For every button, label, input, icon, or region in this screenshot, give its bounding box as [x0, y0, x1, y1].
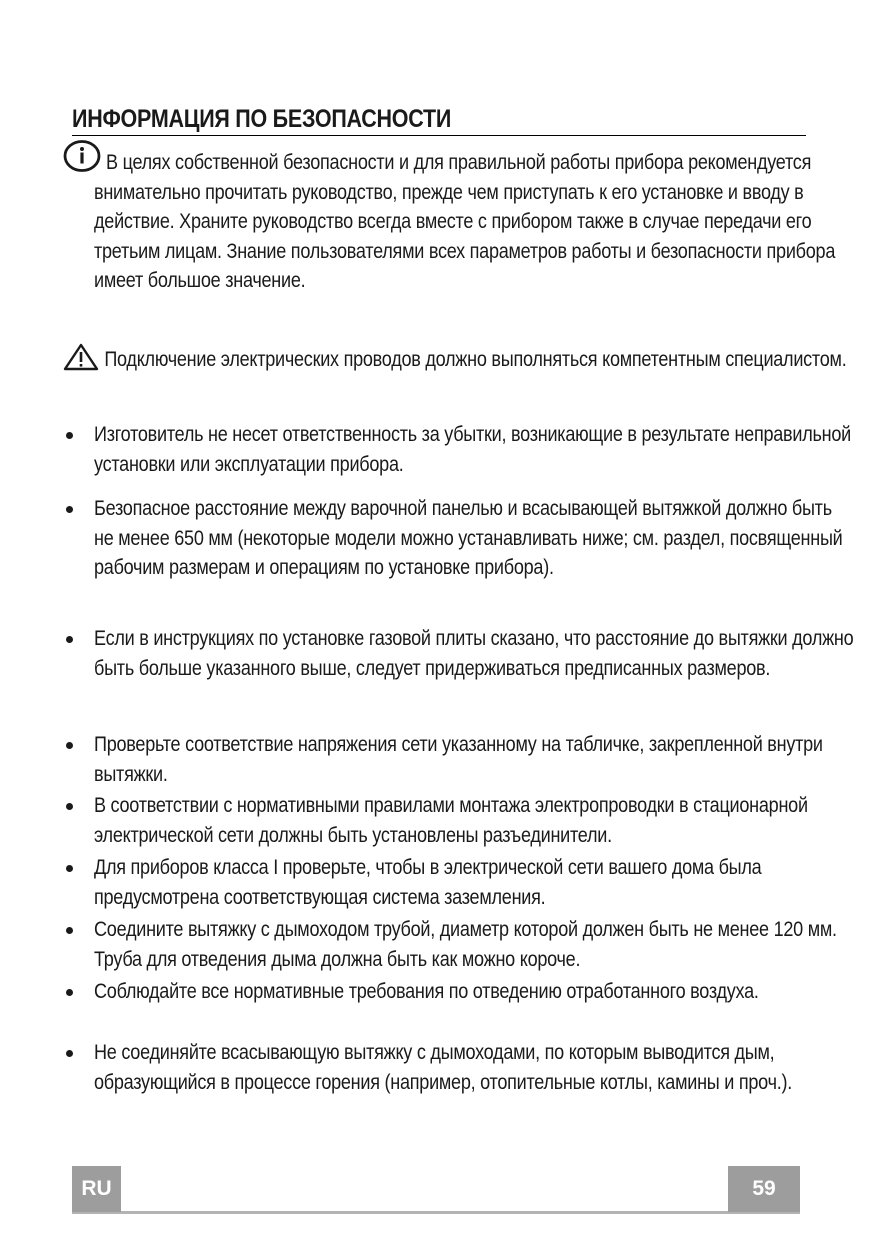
bullet-icon: [66, 927, 73, 934]
bullet-icon: [66, 636, 73, 643]
list-item: [94, 791, 854, 850]
page-title: ИНФОРМАЦИЯ ПО БЕЗОПАСНОСТИ: [72, 105, 452, 133]
info-note: [94, 148, 854, 296]
list-item: [94, 1038, 854, 1097]
warning-note-text: Подключение электрических проводов должно выполняться компетентным специалистом.: [104, 348, 847, 371]
list-item-text: Не соединяйте всасывающую вытяжку с дымоходами, по которым выводится дым, образующийся в процессе горения (например, отопительные котлы, камины и проч.).: [94, 1041, 793, 1094]
list-item: [94, 420, 854, 479]
list-item-text: Если в инструкциях по установке газовой плиты сказано, что расстояние до вытяжки должно быть больше указанного выше, следует придерживаться предписанных размеров.: [94, 627, 854, 680]
bullet-icon: [66, 989, 73, 996]
list-item-text: Изготовитель не несет ответственность за убытки, возникающие в результате неправильной установки или эксплуатации прибора.: [94, 423, 851, 476]
language-badge: RU: [72, 1166, 121, 1212]
warning-note: [94, 345, 854, 375]
list-item: [94, 730, 854, 789]
list-item-text: В соответствии с нормативными правилами монтажа электропроводки в стационарной электрической сети должны быть установлены разъединители.: [94, 794, 808, 847]
page-number: 59: [728, 1166, 800, 1212]
list-item-text: Безопасное расстояние между варочной панелью и всасывающей вытяжкой должно быть не менее 650 мм (некоторые модели можно устанавливать ниже; см. раздел, посвященный рабочим размерам и операциям по установке прибора).: [94, 497, 843, 579]
footer-bar: [72, 1211, 800, 1214]
list-item: [94, 494, 854, 583]
list-item-text: Для приборов класса I проверьте, чтобы в электрической сети вашего дома была предусмотрена соответствующая система заземления.: [94, 856, 762, 909]
bullet-icon: [66, 865, 73, 872]
list-item-text: Соблюдайте все нормативные требования по отведению отработанного воздуха.: [94, 980, 759, 1003]
info-note-text: В целях собственной безопасности и для правильной работы прибора рекомендуется внимательно прочитать руководство, прежде чем приступать к его установке и вводу в действие. Храните руководство всегда вместе с прибором также в случае передачи его третьим лицам. Знание пользователями всех параметров работы и безопасности прибора имеет большое значение.: [94, 151, 836, 292]
list-item: [94, 624, 854, 683]
list-item-text: Соедините вытяжку с дымоходом трубой, диаметр которой должен быть не менее 120 мм. Труба для отведения дыма должна быть как можно короче.: [94, 918, 837, 971]
bullet-icon: [66, 506, 73, 513]
bullet-icon: [66, 742, 73, 749]
list-item-text: Проверьте соответствие напряжения сети указанному на табличке, закрепленной внутри вытяжки.: [94, 733, 823, 786]
bullet-icon: [66, 803, 73, 810]
bullet-icon: [66, 432, 73, 439]
list-item: [94, 915, 854, 974]
list-item: [94, 853, 854, 912]
list-item: [94, 977, 854, 1007]
bullet-icon: [66, 1050, 73, 1057]
title-divider: [72, 135, 806, 136]
